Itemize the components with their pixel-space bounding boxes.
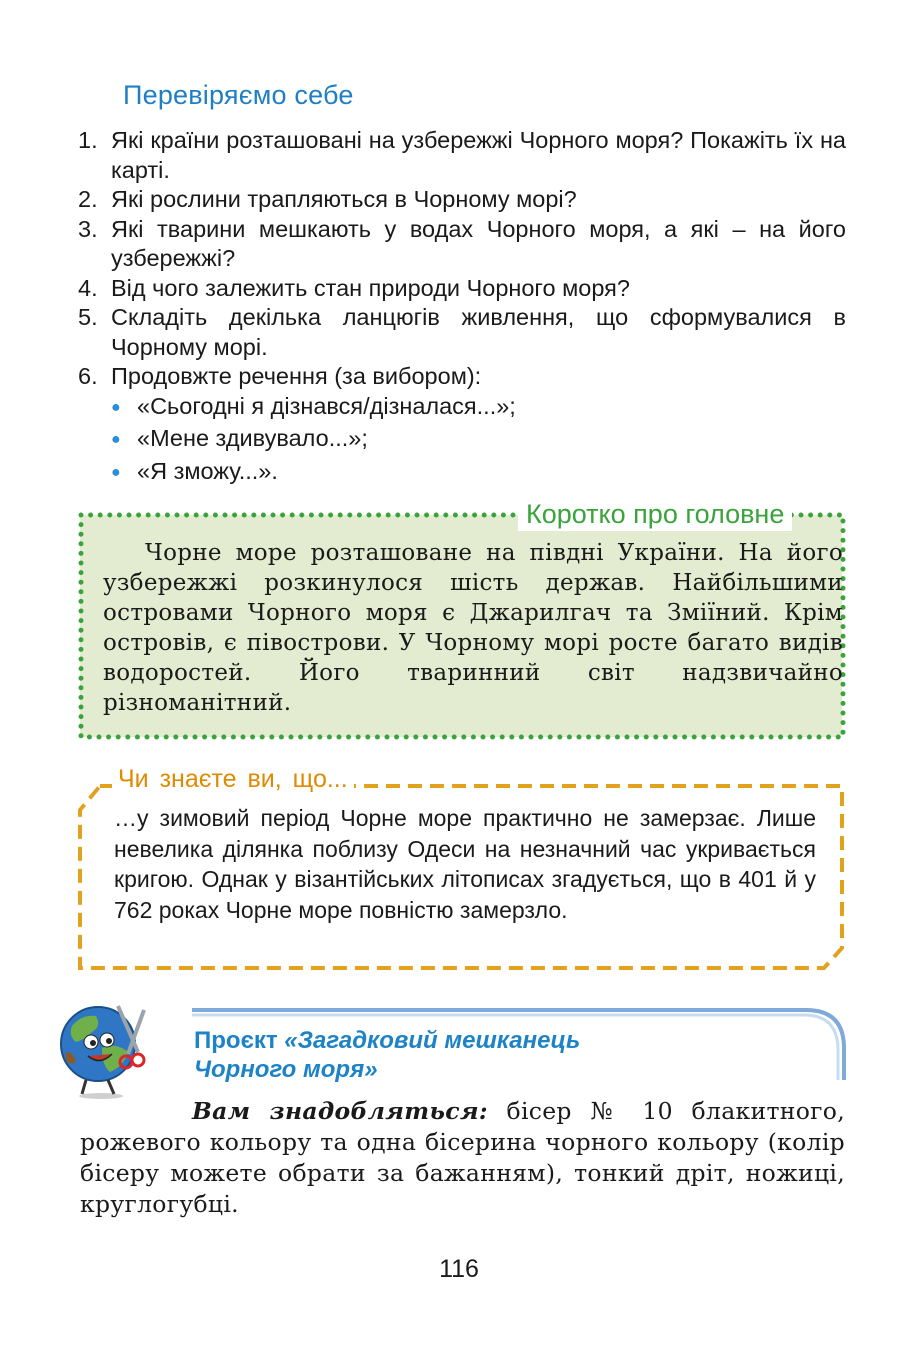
list-item: [111, 457, 846, 490]
bullet-icon: ●: [111, 398, 121, 416]
question-item: [78, 274, 846, 304]
bullet-text: «Сьогодні я дізнався/дізналася...»;: [137, 392, 516, 419]
project-name-line2: Чорного моря»: [194, 1056, 378, 1083]
globe-mascot-icon: [58, 996, 158, 1100]
bullet-text: «Мене здивувало...»;: [137, 425, 368, 451]
did-you-know-heading: Чи знаєте ви, що...: [112, 763, 354, 795]
bullet-text: «Я зможу...».: [137, 457, 278, 484]
list-item: [111, 424, 846, 457]
bullet-icon: ●: [111, 463, 121, 481]
question-number: 2.: [78, 186, 98, 212]
section-title-check-yourself: Перевіряємо себе: [123, 80, 354, 110]
question-text: Які рослини трапляються в Чорному морі?: [111, 186, 577, 212]
question-item: [78, 126, 846, 185]
project-name-line1: «Загадковий мешканець: [284, 1027, 581, 1054]
project-materials-text: [80, 1096, 845, 1220]
question-text: Які тварини мешкають у водах Чорного моря, а які – на його узбережжі?: [111, 215, 846, 271]
question-item: [78, 185, 846, 215]
question-text: Складіть декілька ланцюгів живлення, що сформувалися в Чорному морі.: [111, 304, 846, 360]
materials-text: бісер № 10 блакитного, рожевого кольору та одна бісерина чорного кольору (колір бісеру можете обрати за бажанням), тонкий дріт, ножиці, круглогубці.: [80, 1097, 845, 1218]
question-text: Які країни розташовані на узбережжі Чорного моря? Покажіть їх на карті.: [111, 127, 846, 183]
summary-heading: Коротко про головне: [518, 497, 792, 531]
summary-text: Чорне море розташоване на півдні України. На його узбережжі розкинулося шість держав. Найбільшими островами Чорного моря є Джарилгач та Зміїний. Крім островів, є півострови. У Чорному морі росте багато видів водоростей. Його тваринний світ надзвичайно різноманітний.: [103, 540, 843, 716]
did-you-know-text: …у зимовий період Чорне море практично не замерзає. Лише невелика ділянка поблизу Одеси на незначний час укривається кригою. Однак у візантійських літописах згадується, що в 401 й у 762 роках Чорне море повністю замерзло.: [114, 805, 816, 923]
question-text: Від чого залежить стан природи Чорного моря?: [111, 274, 630, 301]
sentence-options-list: [111, 392, 846, 490]
question-number: 4.: [78, 274, 98, 301]
questions-list: [78, 126, 846, 489]
page-number: 116: [439, 1255, 479, 1283]
project-prefix: Проєкт: [194, 1027, 285, 1054]
question-item: [78, 362, 846, 392]
question-number: 6.: [78, 363, 98, 389]
question-number: 3.: [78, 215, 98, 242]
project-title: [194, 1026, 580, 1084]
question-text: Продовжте речення (за вибором):: [111, 363, 482, 389]
materials-label: Вам знадобляться:: [192, 1097, 488, 1125]
question-number: 5.: [78, 304, 98, 330]
question-item: [78, 215, 846, 274]
question-item: [78, 303, 846, 362]
question-number: 1.: [78, 127, 98, 153]
list-item: [111, 392, 846, 425]
bullet-icon: ●: [111, 431, 121, 448]
